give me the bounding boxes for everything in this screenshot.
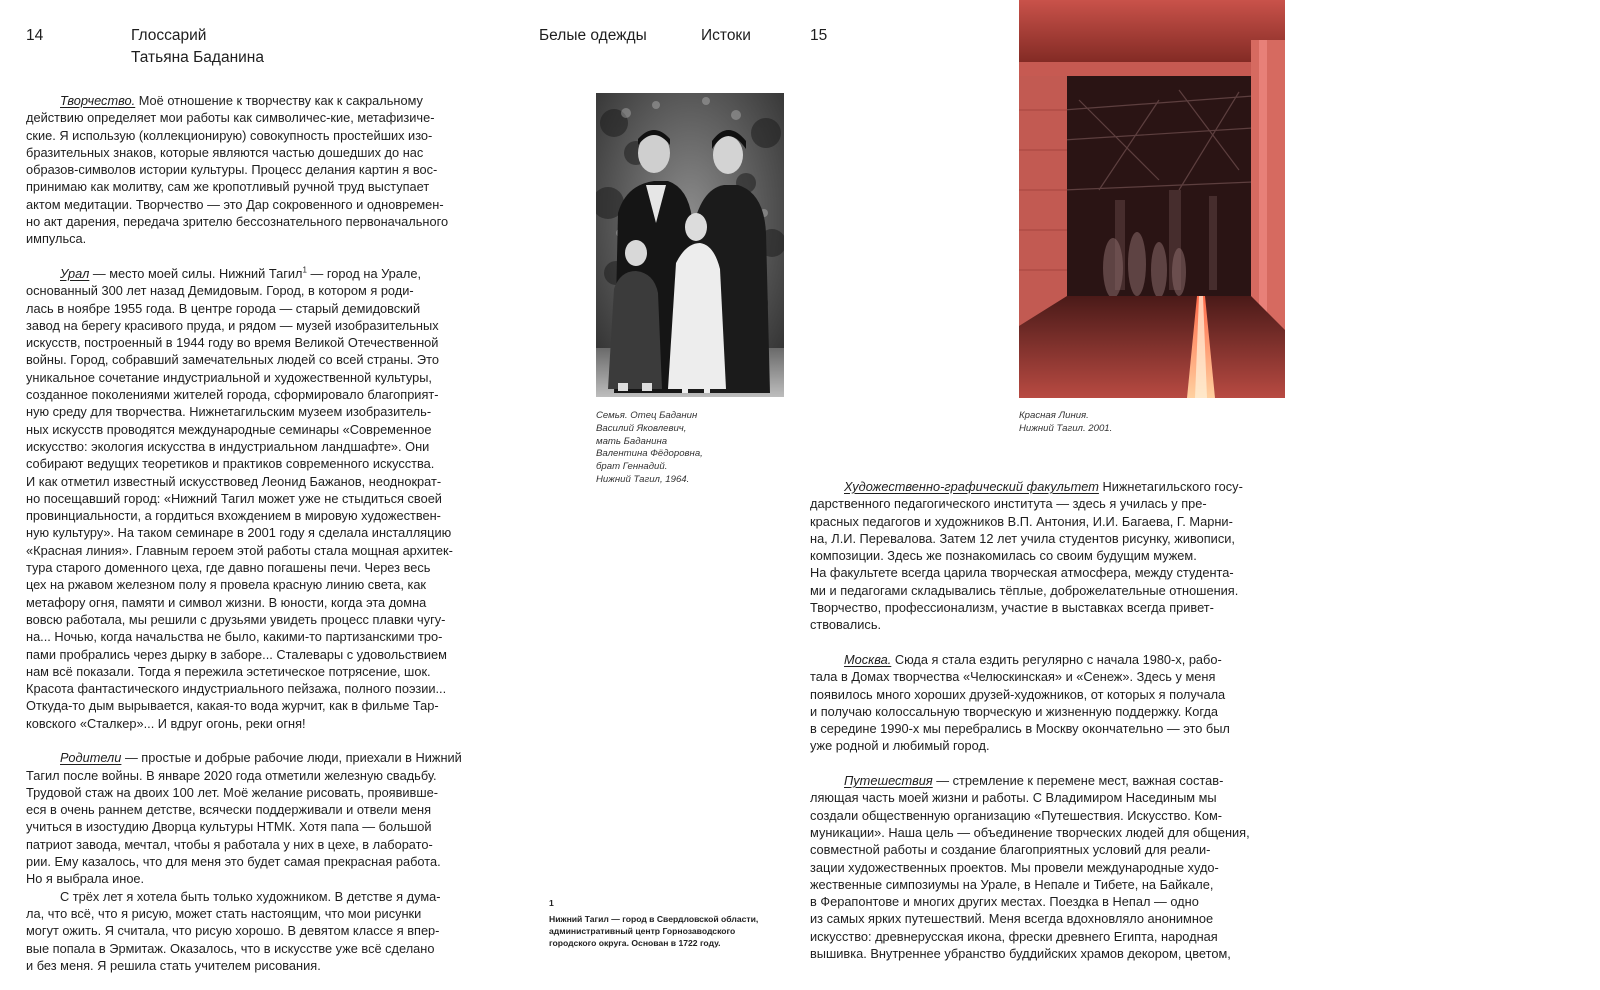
book-title: Белые одежды xyxy=(539,27,647,44)
glossary-term: Путешествия xyxy=(844,773,933,789)
glossary-entry-moskva: Москва. Сюда я стала ездить регулярно с начала 1980-х, рабо- тала в Домах творчества «Челюскинская» и «Сенеж». Здесь у меня появилось много хороших друзей-художников, от которых я получала и получаю колоссальную творческую и жизненную поддержку. Когда в середине 1990-х мы перебрались в Москву окончательно — это был уже родной и любимый город. xyxy=(810,651,1230,754)
footnote-ref: 1 xyxy=(302,265,307,275)
left-column-text xyxy=(26,92,506,974)
family-photo xyxy=(596,93,784,397)
red-line-installation-photo xyxy=(1019,0,1285,398)
chapter-title: Истоки xyxy=(701,27,751,44)
right-page-number: 15 xyxy=(810,27,828,44)
glossary-entry-ural: Урал — место моей силы. Нижний Тагил$^1$ — город на Урале, основанный 300 лет назад Демидовым. Город, в котором я роди- лась в ноябре 1955 года. В центре города — старый демидовский завод на берегу красивого пруда, и рядом — музей изобразительных искусств, построенный в 1944 году во время Великой Отечественной войны. Город, собравший замечательных людей со всей страны. Это уникальное сочетание индустриальной и художественной культуры, созданное поколениями жителей города, сформировало благоприят- ную среду для творчества. Нижнетагильским музеем изобразитель- ных искусств проводятся международные семинары «Современное искусство: экология искусства в индустриальном ландшафте». Они собирают ведущих теоретиков и практиков современного искусства. И как отметил известный искусствовед Леонид Бажанов, неоднократ- но посещавший город: «Нижний Тагил может уже не стыдиться своей провинциальности, а гордиться вхождением в мировую художествен- ную культуру». На таком семинаре в 2001 году я сделала инсталляцию «Красная линия». Главным героем этой работы стала мощная архитек- тура старого доменного цеха, где давно погашены печи. Через весь цех на ржавом железном полу я провела красную линию света, как метафору огня, памяти и символ жизни. В юности, когда эта домна вовсю работала, мы решили с друзьями увидеть процесс плавки чугу- на... Ночью, когда начальства не было, какими-то партизанскими тро- пами пробрались через дырку в заборе... Сталевары с удовольствием нам всё показали. Тогда я пережила эстетическое потрясение, шок. Красота фантастического индустриального пейзажа, полного поэзии... Откуда-то дым вырывается, какая-то вода журчит, как в фильме Тар- ковского «Сталкер»... И вдруг огонь, реки огня! xyxy=(26,265,453,731)
footnote-number: 1 xyxy=(549,898,554,908)
family-photo-caption: Семья. Отец Баданин Василий Яковлевич, мать Баданина Валентина Фёдоровна, брат Геннадий. Нижний Тагил, 1964. xyxy=(596,410,703,485)
glossary-term: Художественно-графический факультет xyxy=(844,479,1099,494)
glossary-entry-hgf: Художественно-графический факультет Нижнетагильского госу- дарственного педагогического института — здесь я училась у пре- красных педагогов и художников В.П. Антония, И.И. Багаева, Г. Марни- на, Л.И. Перевалова. Затем 12 лет учила студентов рисунку, живописи, композиции. Здесь же познакомилась со своим будущим мужем. На факультете всегда царила творческая атмосфера, между студента- ми и педагогами складывались тёплые, доброжелательные отношения. Творчество, профессионализм, участие в выставках всегда привет- ствовались. xyxy=(810,479,1243,633)
footnote: 1 Нижний Тагил — город в Свердловской области, административный центр Горнозаводского городского округа. Основан в 1722 году. xyxy=(549,898,759,948)
glossary-term: Москва. xyxy=(844,651,892,667)
glossary-entry-roditeli: Родители — простые и добрые рабочие люди, приехали в Нижний Тагил после войны. В январе 2020 года отметили железную свадьбу. Трудовой стаж на двоих 100 лет. Моё желание рисовать, проявивше- еся в очень раннем детстве, всячески поддерживали и отвели меня учиться в изостудию Дворца культуры НТМК. Хотя папа — большой патриот завода, мечтал, чтобы я работала у них в цехе, в лаборато- рии. Ему казалось, что для меня это будет самая прекрасная работа. Но я выбрала иное. С трёх лет я хотела быть только художником. В детстве я дума- ла, что всё, что я рисую, может стать настоящим, что мои рисунки могут ожить. Я считала, что рисую хорошо. В девятом классе я впер- вые попала в Эрмитаж. Оказалось, что в искусстве уже всё сделано и без меня. Я решила стать учителем рисования. xyxy=(26,750,462,973)
glossary-term: Родители xyxy=(60,750,122,766)
author-name: Татьяна Баданина xyxy=(131,49,264,66)
glossary-term: Урал xyxy=(60,265,90,281)
section-title: Глоссарий xyxy=(131,27,207,44)
right-column-text xyxy=(810,478,1290,962)
red-line-caption: Красная Линия. Нижний Тагил. 2001. xyxy=(1019,410,1113,434)
glossary-term: Творчество. xyxy=(60,93,136,108)
glossary-entry-tvorchestvo: Творчество. Моё отношение к творчеству как к сакральному действию определяет мои работы как символичес-кие, метафизиче- ские. Я использую (коллекционирую) совокупность простейших изо- бразительных знаков, которые являются частью дошедших до нас образов-символов истории культуры. Процесс делания картин я вос- принимаю как молитву, сам же кропотливый ручной труд выступает актом медитации. Творчество — это Дар сокровенного и одновремен- но акт дарения, передача зрителю бессознательного первоначального импульса. xyxy=(26,93,449,247)
glossary-entry-puteshestvia: Путешествия — стремление к перемене мест, важная состав- ляющая часть моей жизни и работы. С Владимиром Насединым мы создали общественную организацию «Путешествия. Искусство. Ком- муникации». Наша цель — объединение творческих людей для общения, совместной работы и создание благоприятных условий для реали- зации художественных проектов. Мы провели международные худо- жественные симпозиумы на Урале, в Непале и Тибете, на Байкале, в Ферапонтове и многих других местах. Поездка в Непал — одно из самых ярких путешествий. Меня всегда вдохновляло анонимное искусство: древнерусская икона, фрески древнего Египта, народная вышивка. Внутреннее убранство буддийских храмов декором, цветом, xyxy=(810,773,1250,962)
left-page-number: 14 xyxy=(26,27,44,44)
